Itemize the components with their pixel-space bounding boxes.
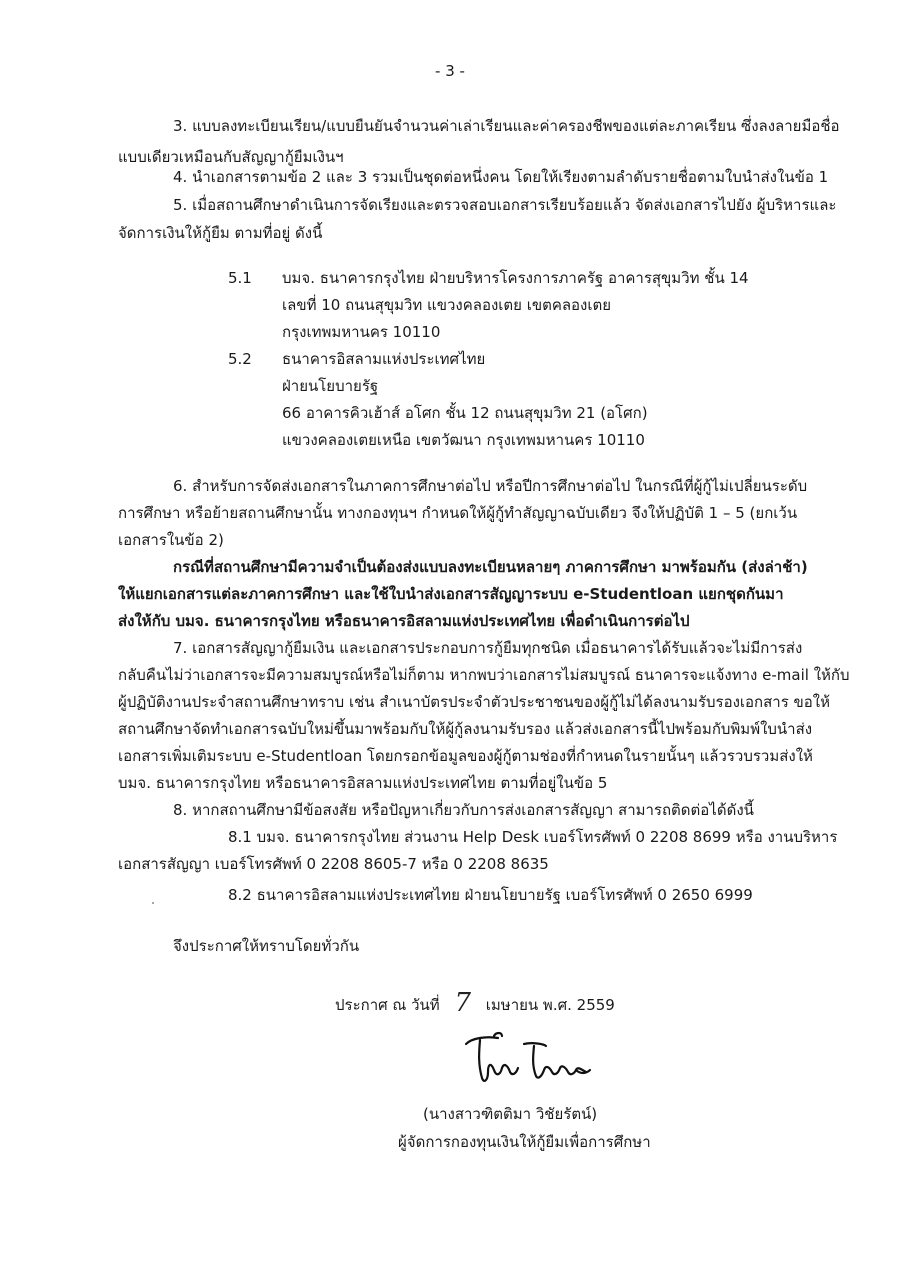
- item-7-line-4: สถานศึกษาจัดทำเอกสารฉบับใหม่ขึ้นมาพร้อมกับให้ผู้กู้ลงนามรับรอง แล้วส่งเอกสารนี้ไปพร้อมกับพิมพ์ใบนำส่ง: [118, 720, 813, 738]
- address-5-1-line-2: เลขที่ 10 ถนนสุขุมวิท แขวงคลองเตย เขตคลองเตย: [282, 296, 612, 314]
- stray-mark: [152, 902, 154, 904]
- item-6-line-3: เอกสารในข้อ 2): [118, 531, 224, 549]
- item-8-1-line-1: 8.1 บมจ. ธนาคารกรุงไทย ส่วนงาน Help Desk เบอร์โทรศัพท์ 0 2208 8699 หรือ งานบริหาร: [228, 828, 838, 846]
- address-5-2-line-2: ฝ่ายนโยบายรัฐ: [282, 377, 379, 395]
- item-7-line-6: บมจ. ธนาคารกรุงไทย หรือธนาคารอิสลามแห่งประเทศไทย ตามที่อยู่ในข้อ 5: [118, 774, 608, 792]
- address-5-1-line-1: บมจ. ธนาคารกรุงไทย ฝ่ายบริหารโครงการภาครัฐ อาคารสุขุมวิท ชั้น 14: [282, 269, 749, 287]
- bold-note-line-2: ให้แยกเอกสารแต่ละภาคการศึกษา และใช้ใบนำส่งเอกสารสัญญาระบบ e-Studentloan แยกชุดกันมา: [118, 585, 784, 603]
- bold-note-line-3: ส่งให้กับ บมจ. ธนาคารกรุงไทย หรือธนาคารอิสลามแห่งประเทศไทย เพื่อดำเนินการต่อไป: [118, 612, 690, 630]
- item-5-line-2: จัดการเงินให้กู้ยืม ตามที่อยู่ ดังนี้: [118, 224, 323, 242]
- signatory-position: ผู้จัดการกองทุนเงินให้กู้ยืมเพื่อการศึกษา: [398, 1133, 651, 1151]
- signatory-name: (นางสาวฑิตติมา วิชัยรัตน์): [423, 1105, 598, 1123]
- address-5-1-number: 5.1: [228, 269, 252, 287]
- item-7-line-3: ผู้ปฏิบัติงานประจำสถานศึกษาทราบ เช่น สำเนาบัตรประจำตัวประชาชนของผู้กู้ไม่ได้ลงนามรับรองเอกสาร ขอให้: [118, 693, 831, 711]
- bold-note-line-1: กรณีที่สถานศึกษามีความจำเป็นต้องส่งแบบลงทะเบียนหลายๆ ภาคการศึกษา มาพร้อมกัน (ส่งล่าช้า): [173, 558, 808, 576]
- announcement-date: [335, 988, 615, 1018]
- item-6-line-1: 6. สำหรับการจัดส่งเอกสารในภาคการศึกษาต่อไป หรือปีการศึกษาต่อไป ในกรณีที่ผู้กู้ไม่เปลี่ยนระดับ: [173, 477, 808, 495]
- item-3-line-1: 3. แบบลงทะเบียนเรียน/แบบยืนยันจำนวนค่าเล่าเรียนและค่าครองชีพของแต่ละภาคเรียน ซึ่งลงลายมือชื่อ: [173, 117, 840, 135]
- address-5-2-line-4: แขวงคลองเตยเหนือ เขตวัฒนา กรุงเทพมหานคร 10110: [282, 431, 645, 449]
- page-number: - 3 -: [435, 62, 465, 80]
- item-8-line-1: 8. หากสถานศึกษามีข้อสงสัย หรือปัญหาเกี่ยวกับการส่งเอกสารสัญญา สามารถติดต่อได้ดังนี้: [173, 801, 754, 819]
- address-5-2-number: 5.2: [228, 350, 252, 368]
- announcement-suffix: เมษายน พ.ศ. 2559: [485, 996, 615, 1014]
- item-7-line-1: 7. เอกสารสัญญากู้ยืมเงิน และเอกสารประกอบการกู้ยืมทุกชนิด เมื่อธนาคารได้รับแล้วจะไม่มีการส่ง: [173, 639, 803, 657]
- announcement-prefix: ประกาศ ณ วันที่: [335, 996, 440, 1014]
- closing-statement: จึงประกาศให้ทราบโดยทั่วกัน: [173, 937, 360, 955]
- item-4: 4. นำเอกสารตามข้อ 2 และ 3 รวมเป็นชุดต่อหนึ่งคน โดยให้เรียงตามลำดับรายชื่อตามใบนำส่งในข้อ 1: [173, 168, 829, 186]
- handwritten-signature: [458, 1030, 608, 1090]
- item-8-2: 8.2 ธนาคารอิสลามแห่งประเทศไทย ฝ่ายนโยบายรัฐ เบอร์โทรศัพท์ 0 2650 6999: [228, 886, 753, 904]
- item-6-line-2: การศึกษา หรือย้ายสถานศึกษานั้น ทางกองทุนฯ กำหนดให้ผู้กู้ทำสัญญาฉบับเดียว จึงให้ปฏิบัติ 1 – 5 (ยกเว้น: [118, 504, 798, 522]
- announcement-day: 7: [454, 988, 472, 1018]
- item-3-line-2: แบบเดียวเหมือนกับสัญญากู้ยืมเงินฯ: [118, 148, 344, 166]
- item-5-line-1: 5. เมื่อสถานศึกษาดำเนินการจัดเรียงและตรวจสอบเอกสารเรียบร้อยแล้ว จัดส่งเอกสารไปยัง ผู้บริหารและ: [173, 196, 837, 214]
- address-5-2-line-1: ธนาคารอิสลามแห่งประเทศไทย: [282, 350, 486, 368]
- address-5-1-line-3: กรุงเทพมหานคร 10110: [282, 323, 441, 341]
- item-7-line-2: กลับคืนไม่ว่าเอกสารจะมีความสมบูรณ์หรือไม่ก็ตาม หากพบว่าเอกสารไม่สมบูรณ์ ธนาคารจะแจ้งทาง e-mail ให้กับ: [118, 666, 850, 684]
- item-8-1-line-2: เอกสารสัญญา เบอร์โทรศัพท์ 0 2208 8605-7 หรือ 0 2208 8635: [118, 855, 549, 873]
- item-7-line-5: เอกสารเพิ่มเติมระบบ e-Studentloan โดยกรอกข้อมูลของผู้กู้ตามช่องที่กำหนดในรายนั้นๆ แล้วรวบรวมส่งให้: [118, 747, 813, 765]
- address-5-2-line-3: 66 อาคารคิวเฮ้าส์ อโศก ชั้น 12 ถนนสุขุมวิท 21 (อโศก): [282, 404, 648, 422]
